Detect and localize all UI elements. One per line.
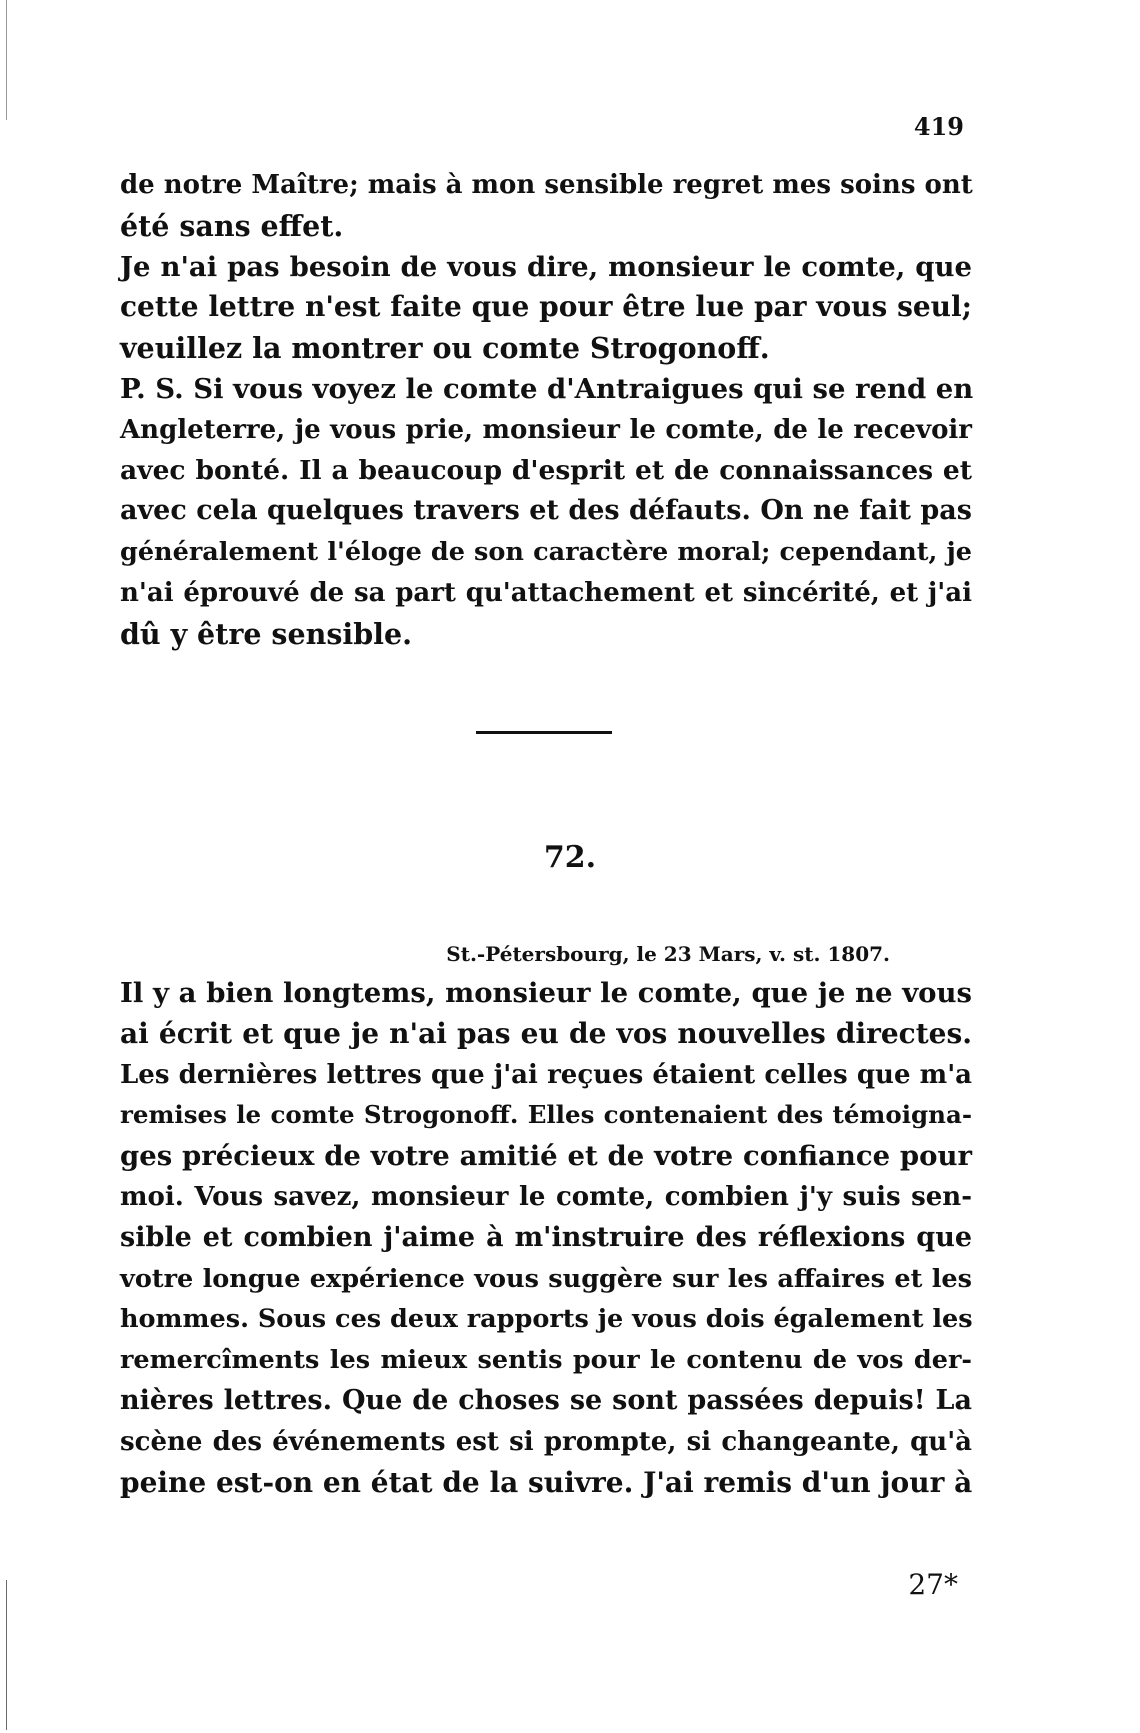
text-line: Angleterre, je vous prie, monsieur le comte, de le recevoir xyxy=(120,414,972,445)
text-line: moi. Vous savez, monsieur le comte, combien j'y suis sen- xyxy=(120,1181,972,1212)
text-line: ges précieux de votre amitié et de votre confiance pour xyxy=(120,1140,972,1173)
text-line: été sans effet. xyxy=(120,208,344,243)
text-line: Il y a bien longtems, monsieur le comte, que je ne vous xyxy=(120,977,972,1009)
text-line: ai écrit et que je n'ai pas eu de vos nouvelles directes. xyxy=(120,1016,972,1050)
text-line: veuillez la montrer ou comte Strogonoff. xyxy=(120,331,770,366)
text-line: remises le comte Strogonoff. Elles contenaient des témoigna- xyxy=(120,1100,972,1130)
text-line: Les dernières lettres que j'ai reçues étaient celles que m'a xyxy=(120,1059,972,1090)
text-line: votre longue expérience vous suggère sur les affaires et les xyxy=(120,1263,972,1294)
letter-continuation-text xyxy=(120,165,972,655)
scan-edge-top xyxy=(6,0,7,120)
page-number: 419 xyxy=(913,112,964,141)
text-line: de notre Maître; mais à mon sensible regret mes soins ont xyxy=(120,170,973,200)
text-line: remercîments les mieux sentis pour le contenu de vos der- xyxy=(120,1345,972,1376)
letter-body-text xyxy=(120,973,972,1503)
section-divider xyxy=(476,731,612,734)
text-line: hommes. Sous ces deux rapports je vous dois également les xyxy=(120,1304,973,1335)
text-line: nières lettres. Que de choses se sont passées depuis! La xyxy=(120,1384,972,1416)
text-line: n'ai éprouvé de sa part qu'attachement et sincérité, et j'ai xyxy=(120,577,972,608)
letter-number: 72. xyxy=(543,840,597,875)
printer-signature-mark: 27* xyxy=(908,1568,958,1601)
text-line: avec bonté. Il a beaucoup d'esprit et de connaissances et xyxy=(120,454,972,486)
text-line: dû y être sensible. xyxy=(120,616,412,651)
text-line: sible et combien j'aime à m'instruire des réflexions que xyxy=(120,1221,972,1253)
scan-edge-bottom xyxy=(6,1580,7,1730)
text-line: scène des événements est si prompte, si changeante, qu'à xyxy=(120,1426,972,1457)
text-line: généralement l'éloge de son caractère moral; cependant, je xyxy=(120,537,972,568)
text-line: peine est-on en état de la suivre. J'ai remis d'un jour à xyxy=(120,1465,973,1499)
text-line: avec cela quelques travers et des défauts. On ne fait pas xyxy=(120,495,972,527)
text-line: Je n'ai pas besoin de vous dire, monsieur le comte, que xyxy=(120,250,972,283)
text-line: cette lettre n'est faite que pour être lue par vous seul; xyxy=(120,290,972,324)
letter-dateline: St.-Pétersbourg, le 23 Mars, v. st. 1807. xyxy=(446,942,890,966)
text-line: P. S. Si vous voyez le comte d'Antraigues qui se rend en xyxy=(120,372,974,405)
